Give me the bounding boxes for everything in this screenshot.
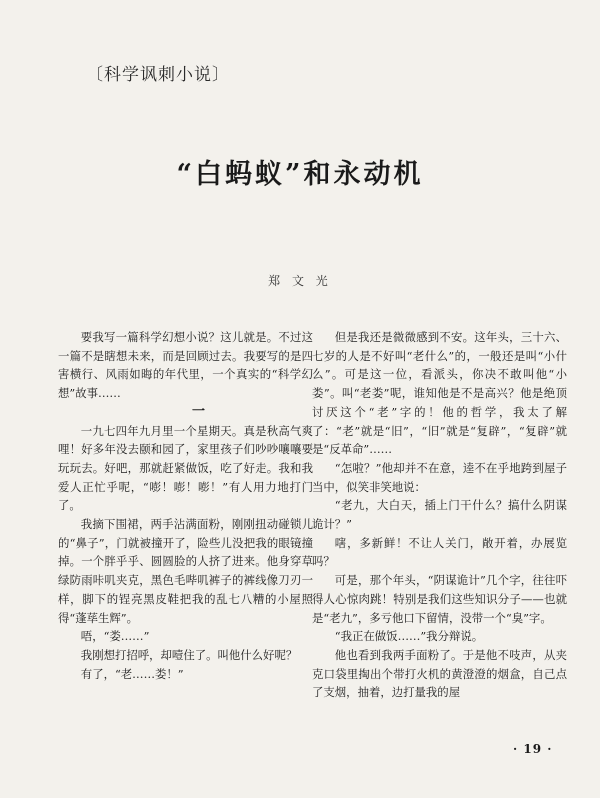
left-column — [58, 328, 313, 683]
category-label: 〔科学讽刺小说〕 — [86, 65, 230, 85]
body-paragraph: “我正在做饭……”我分辩说。 — [334, 629, 484, 644]
page-number: · 19 · — [513, 742, 553, 756]
article-title: “白蚂蚁”和永动机 — [176, 159, 424, 190]
body-paragraph: 可是，那个年头，“阴谋诡计”几个字，往往吓得人心惊肉跳！特别是我们这些知识分子——也就是“老九”，多亏他口下留情，没带一个“臭”字。 — [312, 573, 567, 625]
section-number: 一 — [191, 403, 205, 419]
body-paragraph: 有了，“老……娄！” — [80, 666, 184, 681]
body-paragraph: 唔，“娄……” — [80, 629, 150, 644]
body-paragraph: 我摘下围裙，两手沾满面粉，刚刚扭动碰锁儿的“鼻子”，门就被撞开了，险些儿没把我的眼镜撞掉。一个胖乎乎、圆圆脸的人挤了进来。他身穿草绿防雨咔叽夹克，黑色毛哔叽裤子的裤线像刀刃一样，脚下的锃亮黑皮鞋把我的乱七八糟的小屋照得“蓬荜生辉”。 — [58, 517, 313, 625]
body-paragraph: 一九七四年九月里一个星期天。真是秋高气爽哩！好多年没去颐和园了，家里孩子们吵吵嚷嚷要玩玩去。好吧，那就赶紧做饭，吃了好走。我和我爱人正忙乎呢，“嘭！嘭！嘭！”有人用力地打门了。 — [58, 423, 313, 513]
author-name: 郑 文 光 — [268, 274, 332, 288]
intro-paragraph: 要我写一篇科学幻想小说？这儿就是。不过这一篇不是瞎想未来，而是回顾过去。我要写的是四害横行、风雨如晦的年代里，一个真实的“科学幻想”故事…… — [58, 330, 313, 401]
body-paragraph: 但是我还是微微感到不安。这年头，三十六、七岁的人是不好叫“老什么”的，一般还是叫“小什么”。可是这一位，看派头，你决不敢叫他“小娄”。叫“老娄”呢，谁知他是不是高兴？他是绝顶讨厌这个“老”字的！他的哲学，我太了解了：“老”就是“旧”，“旧”就是“复辟”，“复辟”就是“反革命”…… — [312, 330, 567, 457]
body-paragraph: 他也看到我两手面粉了。于是他不吱声，从夹克口袋里掏出个带打火机的黄澄澄的烟盒，自己点了支烟，抽着，边打量我的屋 — [312, 647, 567, 700]
body-paragraph: “老九，大白天，插上门干什么？搞什么阴谋诡计？” — [312, 498, 567, 532]
body-paragraph: 我刚想打招呼，却噎住了。叫他什么好呢？ — [80, 647, 298, 662]
body-paragraph: “怎啦？”他却并不在意，逵不在乎地跨到屋子当中，似笑非笑地说： — [312, 460, 567, 494]
right-column — [312, 328, 567, 702]
body-paragraph: 嗐，多新鲜！不让人关门，敞开着，办展览吗？ — [312, 535, 567, 569]
